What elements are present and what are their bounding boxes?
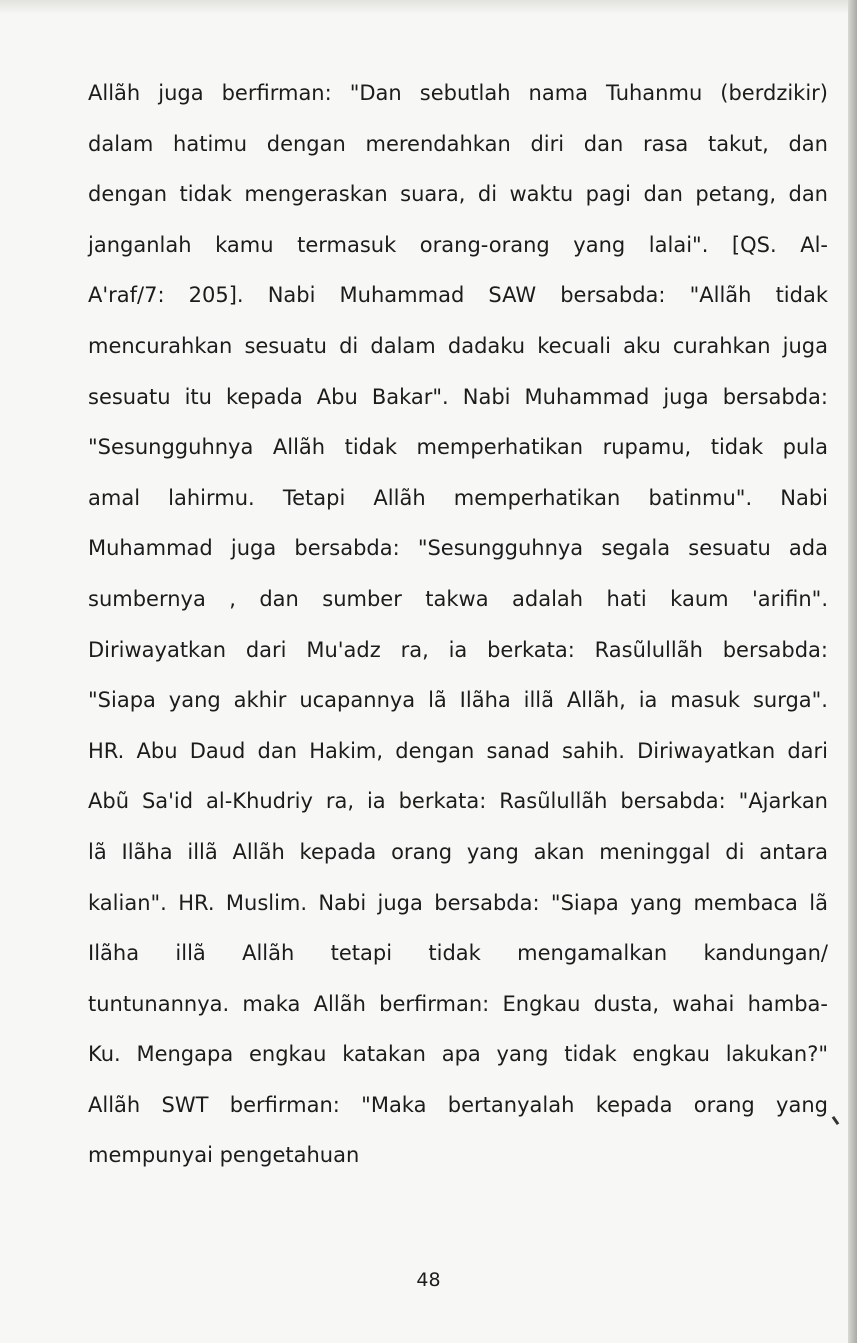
text-line: kalian". HR. Muslim. Nabi juga bersabda: "Siapa yang membaca lã bbox=[88, 890, 828, 915]
page-edge-shadow bbox=[848, 0, 857, 1343]
text-line: tuntunannya. maka Allãh berfirman: Engkau dusta, wahai hamba- bbox=[88, 991, 828, 1016]
text-line: HR. Abu Daud dan Hakim, dengan sanad sahih. Diriwayatkan dari bbox=[88, 738, 828, 763]
text-line: dengan tidak mengeraskan suara, di waktu pagi dan petang, dan bbox=[88, 182, 828, 207]
text-line: lã Ilãha illã Allãh kepada orang yang akan meninggal di antara bbox=[88, 839, 828, 864]
text-line: "Sesungguhnya Allãh tidak memperhatikan rupamu, tidak pula bbox=[88, 435, 828, 460]
text-line: sumbernya , dan sumber takwa adalah hati kaum 'arifin". bbox=[88, 586, 828, 611]
text-line: sesuatu itu kepada Abu Bakar". Nabi Muhammad juga bersabda: bbox=[88, 384, 828, 409]
text-line: "Siapa yang akhir ucapannya lã Ilãha illã Allãh, ia masuk surga". bbox=[88, 688, 828, 713]
text-line: mencurahkan sesuatu di dalam dadaku kecuali aku curahkan juga bbox=[88, 333, 828, 358]
stray-ink-mark bbox=[832, 1116, 840, 1125]
body-text bbox=[88, 68, 828, 1181]
page-top-shadow bbox=[0, 0, 857, 14]
text-line: janganlah kamu termasuk orang-orang yang lalai". [QS. Al- bbox=[88, 232, 828, 257]
text-line: Ilãha illã Allãh tetapi tidak mengamalkan kandungan/ bbox=[88, 941, 828, 966]
text-line: mempunyai pengetahuan bbox=[88, 1143, 360, 1168]
text-line: A'raf/7: 205]. Nabi Muhammad SAW bersabda: "Allãh tidak bbox=[88, 283, 828, 308]
text-line: Abũ Sa'id al-Khudriy ra, ia berkata: Rasũlullãh bersabda: "Ajarkan bbox=[88, 789, 828, 814]
text-line: dalam hatimu dengan merendahkan diri dan rasa takut, dan bbox=[88, 131, 828, 156]
text-line: Diriwayatkan dari Mu'adz ra, ia berkata: Rasũlullãh bersabda: bbox=[88, 637, 828, 662]
page-number: 48 bbox=[416, 1269, 441, 1291]
text-line: Ku. Mengapa engkau katakan apa yang tidak engkau lakukan?" bbox=[88, 1042, 828, 1067]
text-line: Allãh SWT berfirman: "Maka bertanyalah kepada orang yang bbox=[88, 1092, 828, 1117]
text-line: Allãh juga berfirman: "Dan sebutlah nama Tuhanmu (berdzikir) bbox=[88, 81, 828, 105]
text-line: amal lahirmu. Tetapi Allãh memperhatikan batinmu". Nabi bbox=[88, 485, 828, 510]
text-line: Muhammad juga bersabda: "Sesungguhnya segala sesuatu ada bbox=[88, 536, 828, 561]
